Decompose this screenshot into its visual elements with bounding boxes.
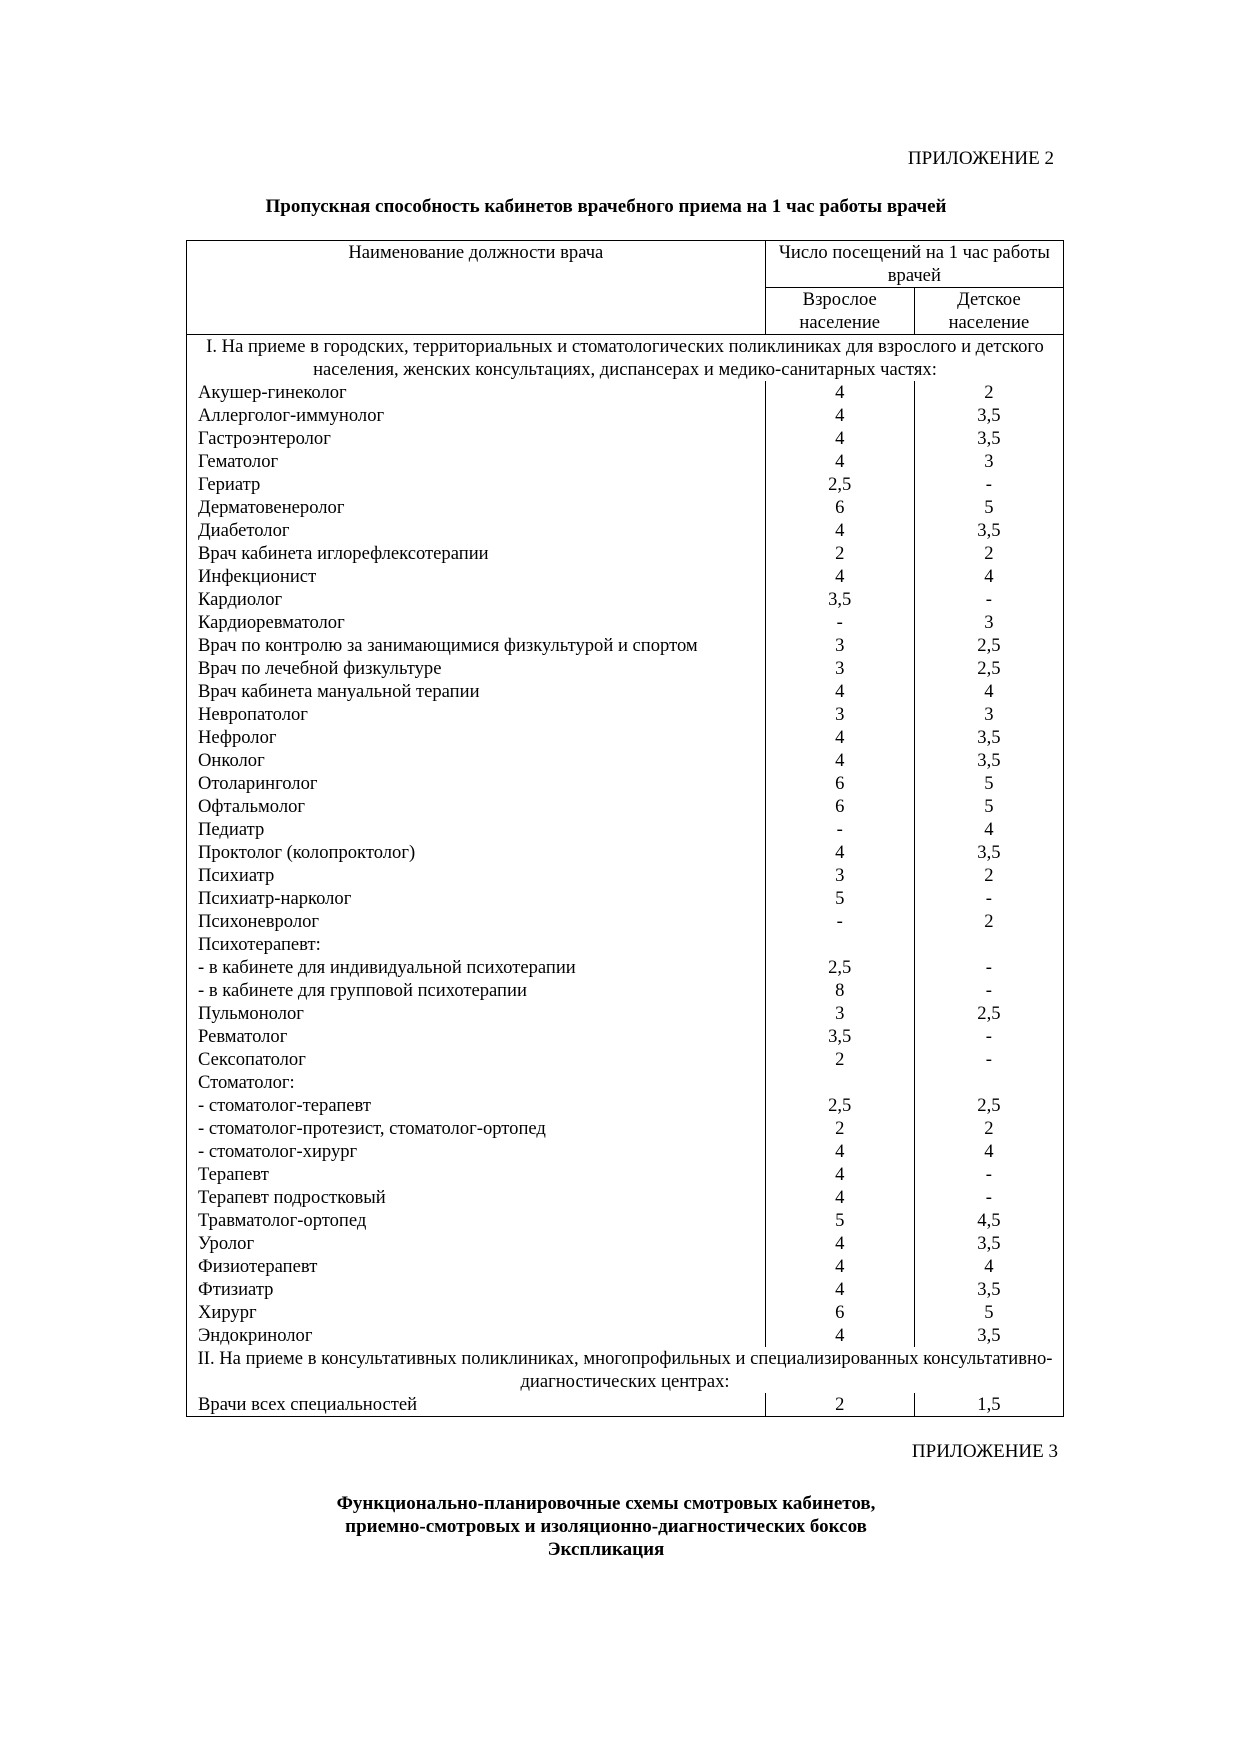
adult-visits-cell: 6 bbox=[765, 795, 914, 818]
adult-visits-cell: 4 bbox=[765, 450, 914, 473]
adult-visits-cell bbox=[765, 1071, 914, 1094]
adult-visits-cell: 4 bbox=[765, 1324, 914, 1347]
table-row bbox=[187, 1025, 1064, 1048]
table-row bbox=[187, 680, 1064, 703]
child-visits-cell: 3,5 bbox=[914, 404, 1063, 427]
adult-visits-cell: 2 bbox=[765, 1393, 914, 1417]
adult-visits-cell: 4 bbox=[765, 1278, 914, 1301]
doctor-name-cell: Диабетолог bbox=[187, 519, 766, 542]
table-row bbox=[187, 381, 1064, 404]
appendix-2-label: ПРИЛОЖЕНИЕ 2 bbox=[907, 148, 1054, 169]
child-visits-cell: 2 bbox=[914, 910, 1063, 933]
table-row bbox=[187, 519, 1064, 542]
child-visits-cell: - bbox=[914, 473, 1063, 496]
table-row bbox=[187, 450, 1064, 473]
adult-visits-cell: 2,5 bbox=[765, 473, 914, 496]
doctor-name-cell: Онколог bbox=[187, 749, 766, 772]
adult-visits-cell: - bbox=[765, 910, 914, 933]
child-visits-cell: - bbox=[914, 588, 1063, 611]
adult-visits-cell: 4 bbox=[765, 381, 914, 404]
doctor-name-cell: - в кабинете для групповой психотерапии bbox=[187, 979, 766, 1002]
doctor-name-cell: Врач по лечебной физкультуре bbox=[187, 657, 766, 680]
adult-visits-cell bbox=[765, 933, 914, 956]
child-visits-cell: 3,5 bbox=[914, 1278, 1063, 1301]
table-row bbox=[187, 1324, 1064, 1347]
table-row bbox=[187, 979, 1064, 1002]
table-row bbox=[187, 542, 1064, 565]
child-visits-cell: 2 bbox=[914, 864, 1063, 887]
child-visits-cell: - bbox=[914, 1048, 1063, 1071]
doctor-name-cell: Гериатр bbox=[187, 473, 766, 496]
table-row bbox=[187, 1393, 1064, 1417]
section-2-title: II. На приеме в консультативных поликлиниках, многопрофильных и специализированных консультативно-диагностических центрах: bbox=[187, 1347, 1064, 1393]
child-visits-cell: 3,5 bbox=[914, 749, 1063, 772]
doctor-name-cell: Врачи всех специальностей bbox=[187, 1393, 766, 1417]
doctor-name-cell: - стоматолог-протезист, стоматолог-ортопед bbox=[187, 1117, 766, 1140]
table-row bbox=[187, 726, 1064, 749]
table-row bbox=[187, 1071, 1064, 1094]
adult-visits-cell: 3,5 bbox=[765, 588, 914, 611]
adult-visits-cell: 5 bbox=[765, 887, 914, 910]
child-visits-cell: 3,5 bbox=[914, 1232, 1063, 1255]
adult-visits-cell: 3 bbox=[765, 634, 914, 657]
doctor-name-cell: Травматолог-ортопед bbox=[187, 1209, 766, 1232]
table-row bbox=[187, 1209, 1064, 1232]
child-visits-cell: 2 bbox=[914, 1117, 1063, 1140]
adult-visits-cell: 4 bbox=[765, 519, 914, 542]
table-row bbox=[187, 473, 1064, 496]
adult-visits-cell: 2 bbox=[765, 1117, 914, 1140]
table-row bbox=[187, 404, 1064, 427]
doctor-name-cell: Сексопатолог bbox=[187, 1048, 766, 1071]
adult-visits-cell: 4 bbox=[765, 841, 914, 864]
table-row bbox=[187, 657, 1064, 680]
table-row bbox=[187, 565, 1064, 588]
child-visits-cell: 5 bbox=[914, 496, 1063, 519]
doctor-name-cell: Проктолог (колопроктолог) bbox=[187, 841, 766, 864]
adult-visits-cell: 4 bbox=[765, 1163, 914, 1186]
child-visits-cell: 5 bbox=[914, 1301, 1063, 1324]
doctor-name-cell: Невропатолог bbox=[187, 703, 766, 726]
table-row bbox=[187, 1094, 1064, 1117]
child-visits-cell: 4,5 bbox=[914, 1209, 1063, 1232]
adult-visits-cell: 4 bbox=[765, 1140, 914, 1163]
table-row bbox=[187, 1163, 1064, 1186]
adult-visits-cell: 6 bbox=[765, 496, 914, 519]
table-row bbox=[187, 1117, 1064, 1140]
child-visits-cell: - bbox=[914, 979, 1063, 1002]
child-visits-cell: 3,5 bbox=[914, 726, 1063, 749]
child-visits-cell bbox=[914, 933, 1063, 956]
adult-visits-cell: 4 bbox=[765, 749, 914, 772]
doctor-name-cell: Терапевт bbox=[187, 1163, 766, 1186]
doctor-name-cell: Врач по контролю за занимающимися физкультурой и спортом bbox=[187, 634, 766, 657]
child-visits-cell: 4 bbox=[914, 1140, 1063, 1163]
doctor-name-cell: Врач кабинета мануальной терапии bbox=[187, 680, 766, 703]
child-visits-cell: 2 bbox=[914, 542, 1063, 565]
doctor-name-cell: Психоневролог bbox=[187, 910, 766, 933]
appendix-3-label: ПРИЛОЖЕНИЕ 3 bbox=[911, 1441, 1058, 1462]
capacity-table bbox=[186, 240, 1064, 1417]
adult-visits-cell: 6 bbox=[765, 1301, 914, 1324]
table-row bbox=[187, 496, 1064, 519]
adult-visits-cell: 3 bbox=[765, 864, 914, 887]
doctor-name-cell: Терапевт подростковый bbox=[187, 1186, 766, 1209]
doctor-name-cell: Гастроэнтеролог bbox=[187, 427, 766, 450]
child-visits-cell: - bbox=[914, 956, 1063, 979]
table-row bbox=[187, 703, 1064, 726]
child-visits-cell: 3 bbox=[914, 450, 1063, 473]
child-visits-cell: 3,5 bbox=[914, 519, 1063, 542]
appendix-3-title-line: приемно-смотровых и изоляционно-диагностических боксов bbox=[345, 1516, 867, 1537]
child-visits-cell: 5 bbox=[914, 772, 1063, 795]
doctor-name-cell: Уролог bbox=[187, 1232, 766, 1255]
appendix-2-title: Пропускная способность кабинетов врачебного приема на 1 час работы врачей bbox=[265, 196, 947, 217]
table-row bbox=[187, 1278, 1064, 1301]
child-visits-cell: 5 bbox=[914, 795, 1063, 818]
child-visits-cell: 3,5 bbox=[914, 427, 1063, 450]
child-visits-cell: 2,5 bbox=[914, 657, 1063, 680]
table-row bbox=[187, 933, 1064, 956]
doctor-name-cell: - стоматолог-хирург bbox=[187, 1140, 766, 1163]
doctor-name-cell: Кардиоревматолог bbox=[187, 611, 766, 634]
doctor-name-cell: Пульмонолог bbox=[187, 1002, 766, 1025]
table-row bbox=[187, 841, 1064, 864]
doctor-name-cell: Фтизиатр bbox=[187, 1278, 766, 1301]
adult-visits-cell: 3 bbox=[765, 657, 914, 680]
doctor-name-cell: Офтальмолог bbox=[187, 795, 766, 818]
table-row bbox=[187, 910, 1064, 933]
doctor-name-cell: Ревматолог bbox=[187, 1025, 766, 1048]
doctor-name-cell: Физиотерапевт bbox=[187, 1255, 766, 1278]
child-visits-cell: 2,5 bbox=[914, 634, 1063, 657]
doctor-name-cell: Нефролог bbox=[187, 726, 766, 749]
doctor-name-cell: - в кабинете для индивидуальной психотерапии bbox=[187, 956, 766, 979]
appendix-3-title-line: Функционально-планировочные схемы смотровых кабинетов, bbox=[336, 1493, 876, 1514]
table-row bbox=[187, 864, 1064, 887]
adult-visits-cell: 4 bbox=[765, 1255, 914, 1278]
child-visits-cell: 2,5 bbox=[914, 1002, 1063, 1025]
header-child-population: Детское население bbox=[914, 288, 1063, 335]
child-visits-cell: 3 bbox=[914, 703, 1063, 726]
adult-visits-cell: 8 bbox=[765, 979, 914, 1002]
doctor-name-cell: Гематолог bbox=[187, 450, 766, 473]
doctor-name-cell: Хирург bbox=[187, 1301, 766, 1324]
header-adult-population: Взрослое население bbox=[765, 288, 914, 335]
adult-visits-cell: 4 bbox=[765, 726, 914, 749]
adult-visits-cell: - bbox=[765, 611, 914, 634]
table-row bbox=[187, 1255, 1064, 1278]
adult-visits-cell: 6 bbox=[765, 772, 914, 795]
table-row bbox=[187, 1048, 1064, 1071]
doctor-name-cell: Аллерголог-иммунолог bbox=[187, 404, 766, 427]
adult-visits-cell: 3 bbox=[765, 1002, 914, 1025]
adult-visits-cell: 3,5 bbox=[765, 1025, 914, 1048]
child-visits-cell: 4 bbox=[914, 1255, 1063, 1278]
doctor-name-cell: Врач кабинета иглорефлексотерапии bbox=[187, 542, 766, 565]
table-row bbox=[187, 818, 1064, 841]
table-row bbox=[187, 634, 1064, 657]
child-visits-cell: 3 bbox=[914, 611, 1063, 634]
doctor-name-cell: Эндокринолог bbox=[187, 1324, 766, 1347]
adult-visits-cell: 4 bbox=[765, 1186, 914, 1209]
table-row bbox=[187, 956, 1064, 979]
doctor-name-cell: Отоларинголог bbox=[187, 772, 766, 795]
table-row bbox=[187, 1002, 1064, 1025]
adult-visits-cell: 5 bbox=[765, 1209, 914, 1232]
doctor-name-cell: Педиатр bbox=[187, 818, 766, 841]
doctor-name-cell: Дерматовенеролог bbox=[187, 496, 766, 519]
doctor-name-cell: Кардиолог bbox=[187, 588, 766, 611]
child-visits-cell: 2,5 bbox=[914, 1094, 1063, 1117]
table-row bbox=[187, 1140, 1064, 1163]
table-row bbox=[187, 795, 1064, 818]
table-row bbox=[187, 588, 1064, 611]
doctor-name-cell: Психиатр-нарколог bbox=[187, 887, 766, 910]
doctor-name-cell: - стоматолог-терапевт bbox=[187, 1094, 766, 1117]
adult-visits-cell: 2 bbox=[765, 542, 914, 565]
adult-visits-cell: 4 bbox=[765, 565, 914, 588]
child-visits-cell: 2 bbox=[914, 381, 1063, 404]
doctor-name-cell: Акушер-гинеколог bbox=[187, 381, 766, 404]
adult-visits-cell: 4 bbox=[765, 680, 914, 703]
header-visits-per-hour: Число посещений на 1 час работы врачей bbox=[765, 241, 1063, 288]
table-row bbox=[187, 772, 1064, 795]
adult-visits-cell: - bbox=[765, 818, 914, 841]
table-row bbox=[187, 1186, 1064, 1209]
child-visits-cell: 4 bbox=[914, 565, 1063, 588]
doctor-name-cell: Психиатр bbox=[187, 864, 766, 887]
doctor-name-cell: Психотерапевт: bbox=[187, 933, 766, 956]
adult-visits-cell: 4 bbox=[765, 1232, 914, 1255]
child-visits-cell: - bbox=[914, 1186, 1063, 1209]
header-doctor-position: Наименование должности врача bbox=[187, 241, 766, 335]
doctor-name-cell: Стоматолог: bbox=[187, 1071, 766, 1094]
child-visits-cell: 1,5 bbox=[914, 1393, 1063, 1417]
child-visits-cell: 4 bbox=[914, 680, 1063, 703]
adult-visits-cell: 2,5 bbox=[765, 1094, 914, 1117]
child-visits-cell: 3,5 bbox=[914, 841, 1063, 864]
adult-visits-cell: 2,5 bbox=[765, 956, 914, 979]
child-visits-cell: 4 bbox=[914, 818, 1063, 841]
section-1-title: I. На приеме в городских, территориальных и стоматологических поликлиниках для взрослого и детского населения, женских консультациях, диспансерах и медико-санитарных частях: bbox=[187, 335, 1064, 382]
table-row bbox=[187, 887, 1064, 910]
child-visits-cell: - bbox=[914, 1163, 1063, 1186]
table-row bbox=[187, 749, 1064, 772]
table-row bbox=[187, 611, 1064, 634]
adult-visits-cell: 4 bbox=[765, 404, 914, 427]
table-row bbox=[187, 1232, 1064, 1255]
appendix-3-title-line: Экспликация bbox=[547, 1539, 665, 1560]
child-visits-cell bbox=[914, 1071, 1063, 1094]
child-visits-cell: 3,5 bbox=[914, 1324, 1063, 1347]
adult-visits-cell: 3 bbox=[765, 703, 914, 726]
child-visits-cell: - bbox=[914, 887, 1063, 910]
table-row bbox=[187, 427, 1064, 450]
adult-visits-cell: 2 bbox=[765, 1048, 914, 1071]
appendix-3-title bbox=[0, 1492, 1226, 1561]
adult-visits-cell: 4 bbox=[765, 427, 914, 450]
doctor-name-cell: Инфекционист bbox=[187, 565, 766, 588]
table-row bbox=[187, 1301, 1064, 1324]
child-visits-cell: - bbox=[914, 1025, 1063, 1048]
